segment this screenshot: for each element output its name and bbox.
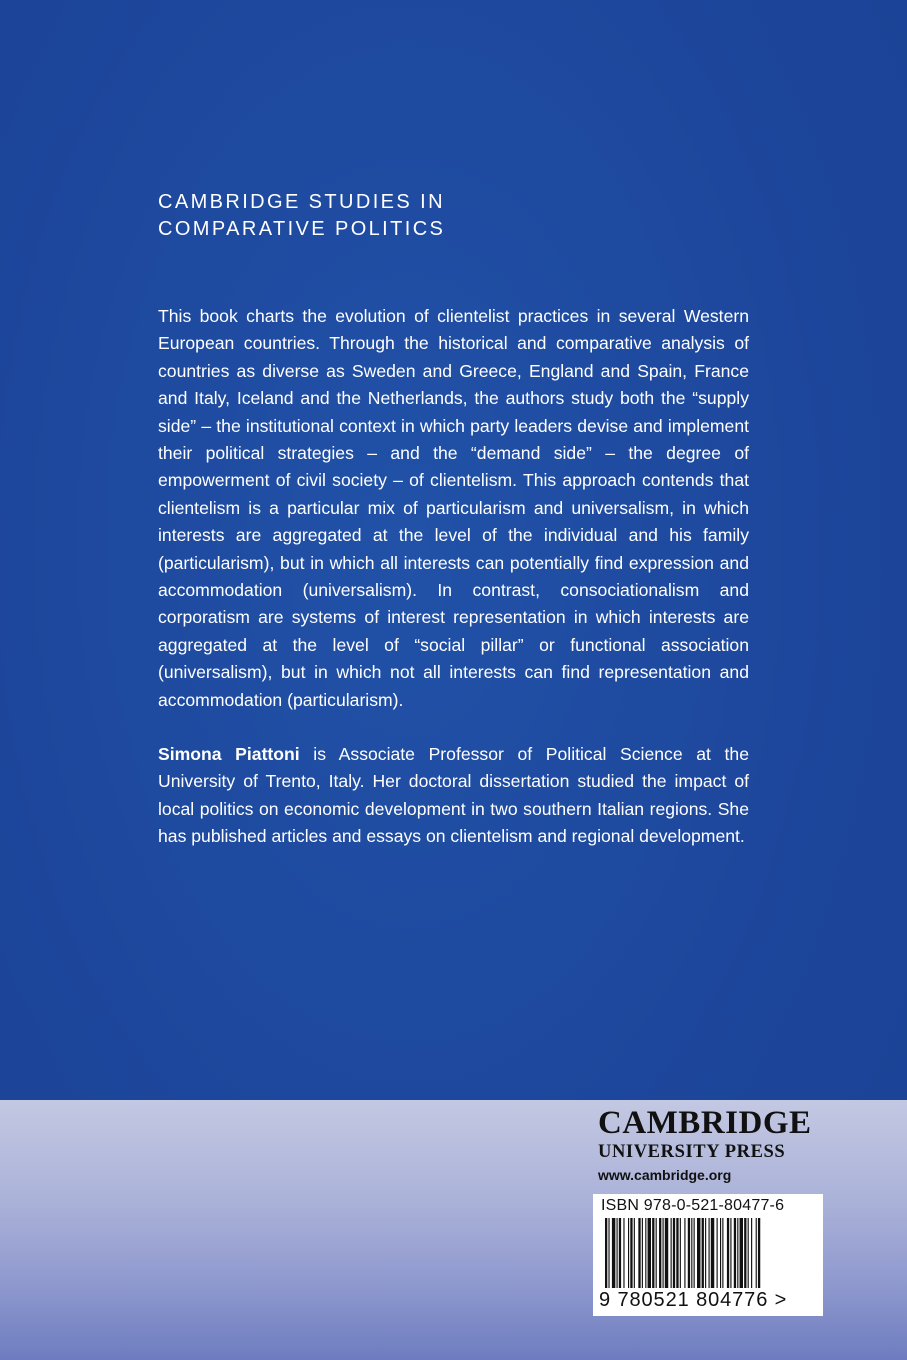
barcode-bar	[711, 1218, 714, 1288]
barcode-bar	[656, 1218, 657, 1288]
isbn-label: ISBN 978-0-521-80477-6	[601, 1197, 785, 1214]
series-title-line-1: CAMBRIDGE STUDIES IN	[158, 191, 445, 213]
book-description: This book charts the evolution of clientelist practices in several Western European countries. Through the historical and comparative analysis of countries as diverse as Sweden and Greece, England and Spain, France and Italy, Iceland and the Netherlands, the authors study both the “supply side” – the institutional context in which party leaders devise and implement their political strategies – and the “demand side” – the degree of empowerment of civil society – of clientelism. This approach contends that clientelism is a particular mix of particularism and universalism, in which interests are aggregated at the level of the individual and his family (particularism), but in which all interests can potentially find expression and accommodation (universalism). In contrast, consociationalism and corporatism are systems of interest representation in which interests are aggregated at the level of “social pillar” or functional association (universalism), but in which not all interests can find representation and accommodation (particularism).	[158, 306, 749, 710]
barcode-bar	[734, 1218, 736, 1288]
barcode-bar	[638, 1218, 640, 1288]
barcode-bars-icon	[599, 1218, 817, 1290]
barcode-bar	[605, 1218, 607, 1288]
series-title-line-2: COMPARATIVE POLITICS	[158, 218, 446, 240]
author-bio-text: is Associate Professor of Political Science at the University of Trento, Italy. Her doctoral dissertation studied the impact of local politics on economic development in two southern Italian regions. She has published articles and essays on clientelism and regional development.	[158, 744, 749, 847]
barcode-bar	[652, 1218, 654, 1288]
barcode-bar	[697, 1218, 700, 1288]
barcode-bar	[628, 1218, 629, 1288]
barcode-bar	[665, 1218, 668, 1288]
publisher-url: www.cambridge.org	[598, 1167, 732, 1183]
barcode-bar	[705, 1218, 706, 1288]
barcode-bar	[642, 1218, 643, 1288]
barcode-bar	[702, 1218, 704, 1288]
author-name: Simona Piattoni	[158, 744, 300, 764]
barcode-bar	[645, 1218, 646, 1288]
barcode-bar	[671, 1218, 672, 1288]
barcode-bar	[717, 1218, 718, 1288]
barcode-bar	[673, 1218, 675, 1288]
barcode-digits: 9 780521 804776 >	[599, 1289, 788, 1311]
barcode-bar	[758, 1218, 760, 1288]
barcode-bar	[737, 1218, 738, 1288]
barcode-bar	[623, 1218, 624, 1288]
barcode-bar	[709, 1218, 710, 1288]
publisher-logo	[598, 1105, 828, 1185]
barcode-bar	[691, 1218, 692, 1288]
barcode-bar	[608, 1218, 609, 1288]
barcode-bar	[630, 1218, 632, 1288]
barcode-bar	[634, 1218, 635, 1288]
barcode-bar	[756, 1218, 757, 1288]
author-bio	[158, 741, 749, 851]
barcode-bar	[751, 1218, 752, 1288]
series-title	[158, 189, 758, 243]
barcode-bar	[617, 1218, 618, 1288]
barcode-bar	[730, 1218, 731, 1288]
barcode-bar	[744, 1218, 746, 1288]
barcode-bar	[680, 1218, 681, 1288]
barcode-bar	[722, 1218, 723, 1288]
isbn-barcode	[593, 1194, 823, 1316]
barcode-bar	[748, 1218, 749, 1288]
barcode-bar	[663, 1218, 664, 1288]
barcode-bar	[659, 1218, 661, 1288]
barcode-bar	[688, 1218, 690, 1288]
barcode-bar	[676, 1218, 678, 1288]
barcode-bar	[694, 1218, 695, 1288]
barcode-bar	[612, 1218, 615, 1288]
publisher-name: CAMBRIDGE	[598, 1105, 812, 1141]
barcode-bar	[684, 1218, 685, 1288]
barcode-bar	[727, 1218, 729, 1288]
publisher-subtitle: UNIVERSITY PRESS	[598, 1142, 786, 1162]
barcode-bar	[740, 1218, 743, 1288]
barcode-bar	[648, 1218, 651, 1288]
barcode-bar	[619, 1218, 621, 1288]
barcode-bar	[720, 1218, 721, 1288]
